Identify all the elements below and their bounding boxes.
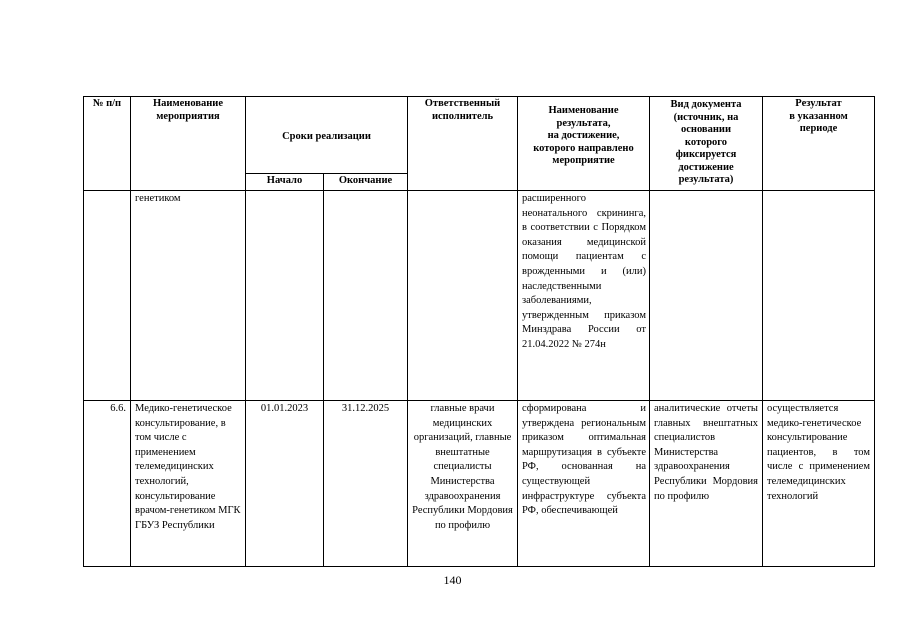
header-outcome: Результат в указанном периоде [763, 97, 875, 191]
cell-num [84, 191, 131, 401]
page-number: 140 [443, 573, 462, 587]
header-num: № п/п [84, 97, 131, 191]
cell-name: генетиком [131, 191, 246, 401]
cell-document: аналитические отчеты главных внештатных специалистов Министерства здравоохранения Республики Мордовия по профилю [650, 401, 763, 567]
header-executor: Ответственный исполнитель [408, 97, 518, 191]
cell-end: 31.12.2025 [324, 401, 408, 567]
cell-executor [408, 191, 518, 401]
cell-end [324, 191, 408, 401]
header-document: Вид документа (источник, на основании которого фиксируется достижение результата) [650, 97, 763, 191]
cell-num: 6.6. [84, 401, 131, 567]
cell-start: 01.01.2023 [246, 401, 324, 567]
cell-start [246, 191, 324, 401]
measures-table [83, 96, 875, 567]
cell-name: Медико-генетическое консультирование, в том числе с применением телемедицинских технологий, консультирование врачом-генетиком МГК ГБУЗ Республики [131, 401, 246, 567]
header-start: Начало [246, 174, 324, 191]
header-row-1 [84, 97, 875, 174]
cell-outcome [763, 191, 875, 401]
header-name: Наименование мероприятия [131, 97, 246, 191]
cell-outcome: осуществляется медико-генетическое консультирование пациентов, в том числе с применением телемедицинских технологий [763, 401, 875, 567]
cell-document [650, 191, 763, 401]
table-row-continuation [84, 191, 875, 401]
table-row-6-6 [84, 401, 875, 567]
header-result: Наименование результата, на достижение, которого направлено мероприятие [518, 97, 650, 191]
header-terms: Сроки реализации [246, 97, 408, 174]
cell-result: расширенного неонатального скрининга, в соответствии с Порядком оказания медицинской помощи пациентам с врожденными и (или) наследственными заболеваниями, утвержденным приказом Минздрава России от 21.04.2022 № 274н [518, 191, 650, 401]
cell-result: сформирована и утверждена региональным приказом оптимальная маршрутизация в субъекте РФ, основанная на существующей инфраструктуре субъекта РФ, обеспечивающей [518, 401, 650, 567]
header-end: Окончание [324, 174, 408, 191]
cell-executor: главные врачи медицинских организаций, главные внештатные специалисты Министерства здравоохранения Республики Мордовия по профилю [408, 401, 518, 567]
